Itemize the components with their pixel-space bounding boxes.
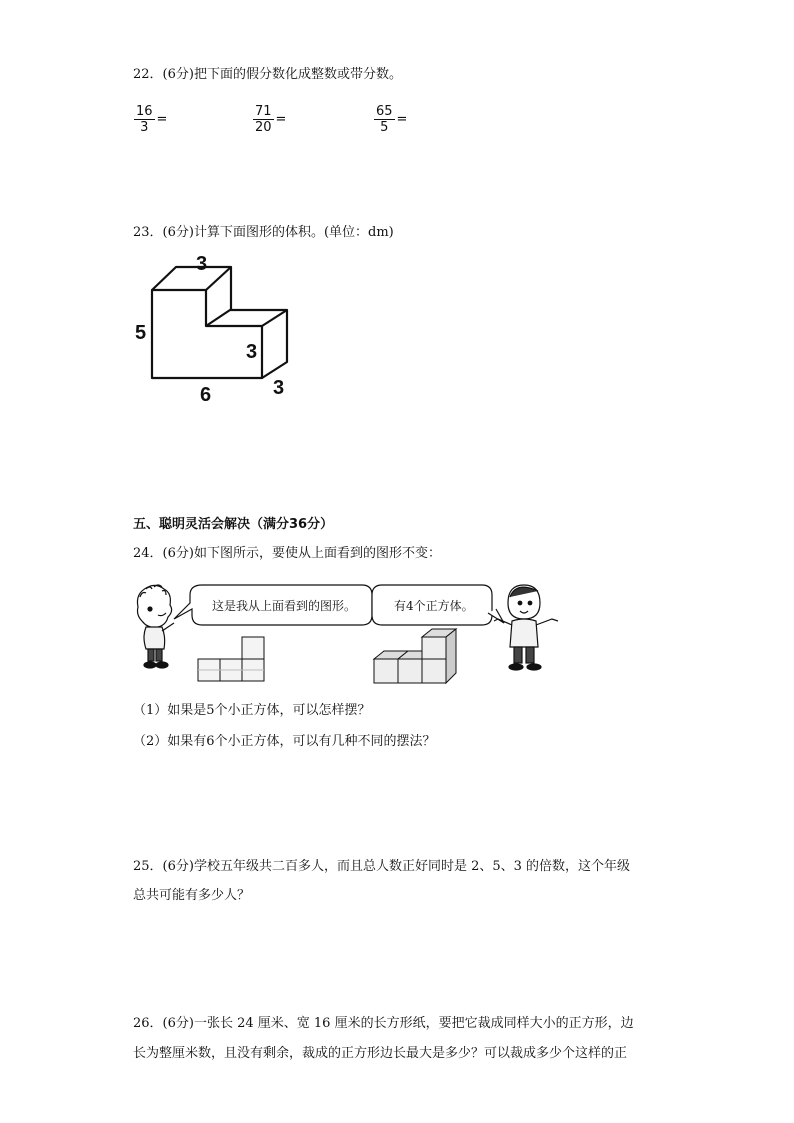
bubble-right-text: 有4个正方体。 (394, 599, 474, 613)
equals-sign: = (275, 112, 287, 127)
q22-text: 22．(6分)把下面的假分数化成整数或带分数。 (133, 67, 402, 82)
q26-line-2: 长为整厘米数，且没有剩余，裁成的正方形边长最大是多少？可以裁成多少个这样的正 (133, 1046, 628, 1061)
bubble-left-text: 这是我从上面看到的图形。 (212, 599, 357, 613)
numerator: 71 (255, 104, 272, 119)
speech-bubble-right (372, 585, 504, 625)
q26-line-1: 26．(6分)一张长 24 厘米、宽 16 厘米的长方形纸，要把它裁成同样大小的正方形，边 (133, 1016, 634, 1031)
q22-fraction-2 (253, 104, 286, 135)
label-depth: 3 (273, 377, 285, 399)
q24-text: 24．(6分)如下图所示，要使从上面看到的图形不变： (133, 546, 441, 561)
q24-illustration (132, 575, 562, 687)
numerator: 16 (136, 104, 153, 119)
l-shape-solid-figure (130, 250, 300, 410)
q25-line-2: 总共可能有多少人？ (133, 888, 251, 903)
label-bottom: 6 (200, 384, 212, 406)
denominator: 3 (140, 120, 149, 135)
equals-sign: = (396, 112, 408, 127)
step-depth-edge (262, 310, 287, 326)
denominator: 5 (380, 120, 389, 135)
top-view-figure (198, 637, 264, 681)
q25-line-1: 25．(6分)学校五年级共二百多人，而且总人数正好同时是 2、5、3 的倍数，这个年级 (133, 859, 631, 874)
numerator: 65 (376, 104, 393, 119)
equals-sign: = (156, 112, 168, 127)
q22-fraction-3 (374, 104, 407, 135)
boy-right-icon (494, 585, 558, 670)
q24-subquestion-2: （2）如果有6个小正方体，可以有几种不同的摆法？ (133, 734, 436, 749)
label-top: 3 (196, 253, 208, 275)
q24-subquestion-1: （1）如果是5个小正方体，可以怎样摆？ (133, 703, 371, 718)
label-left: 5 (135, 322, 147, 344)
q22-fraction-1 (134, 104, 167, 135)
label-inner: 3 (246, 341, 258, 363)
section-title: 五、聪明灵活会解决（满分36分） (133, 517, 334, 532)
boy-left-icon (137, 585, 174, 668)
cubes-3d-figure (374, 629, 456, 683)
denominator: 20 (255, 120, 272, 135)
speech-bubble-left (174, 585, 372, 625)
top-back-edge (152, 267, 231, 310)
front-face (152, 290, 262, 378)
q23-text: 23．(6分)计算下面图形的体积。(单位：dm) (133, 225, 394, 240)
top-depth-edge (206, 267, 231, 290)
